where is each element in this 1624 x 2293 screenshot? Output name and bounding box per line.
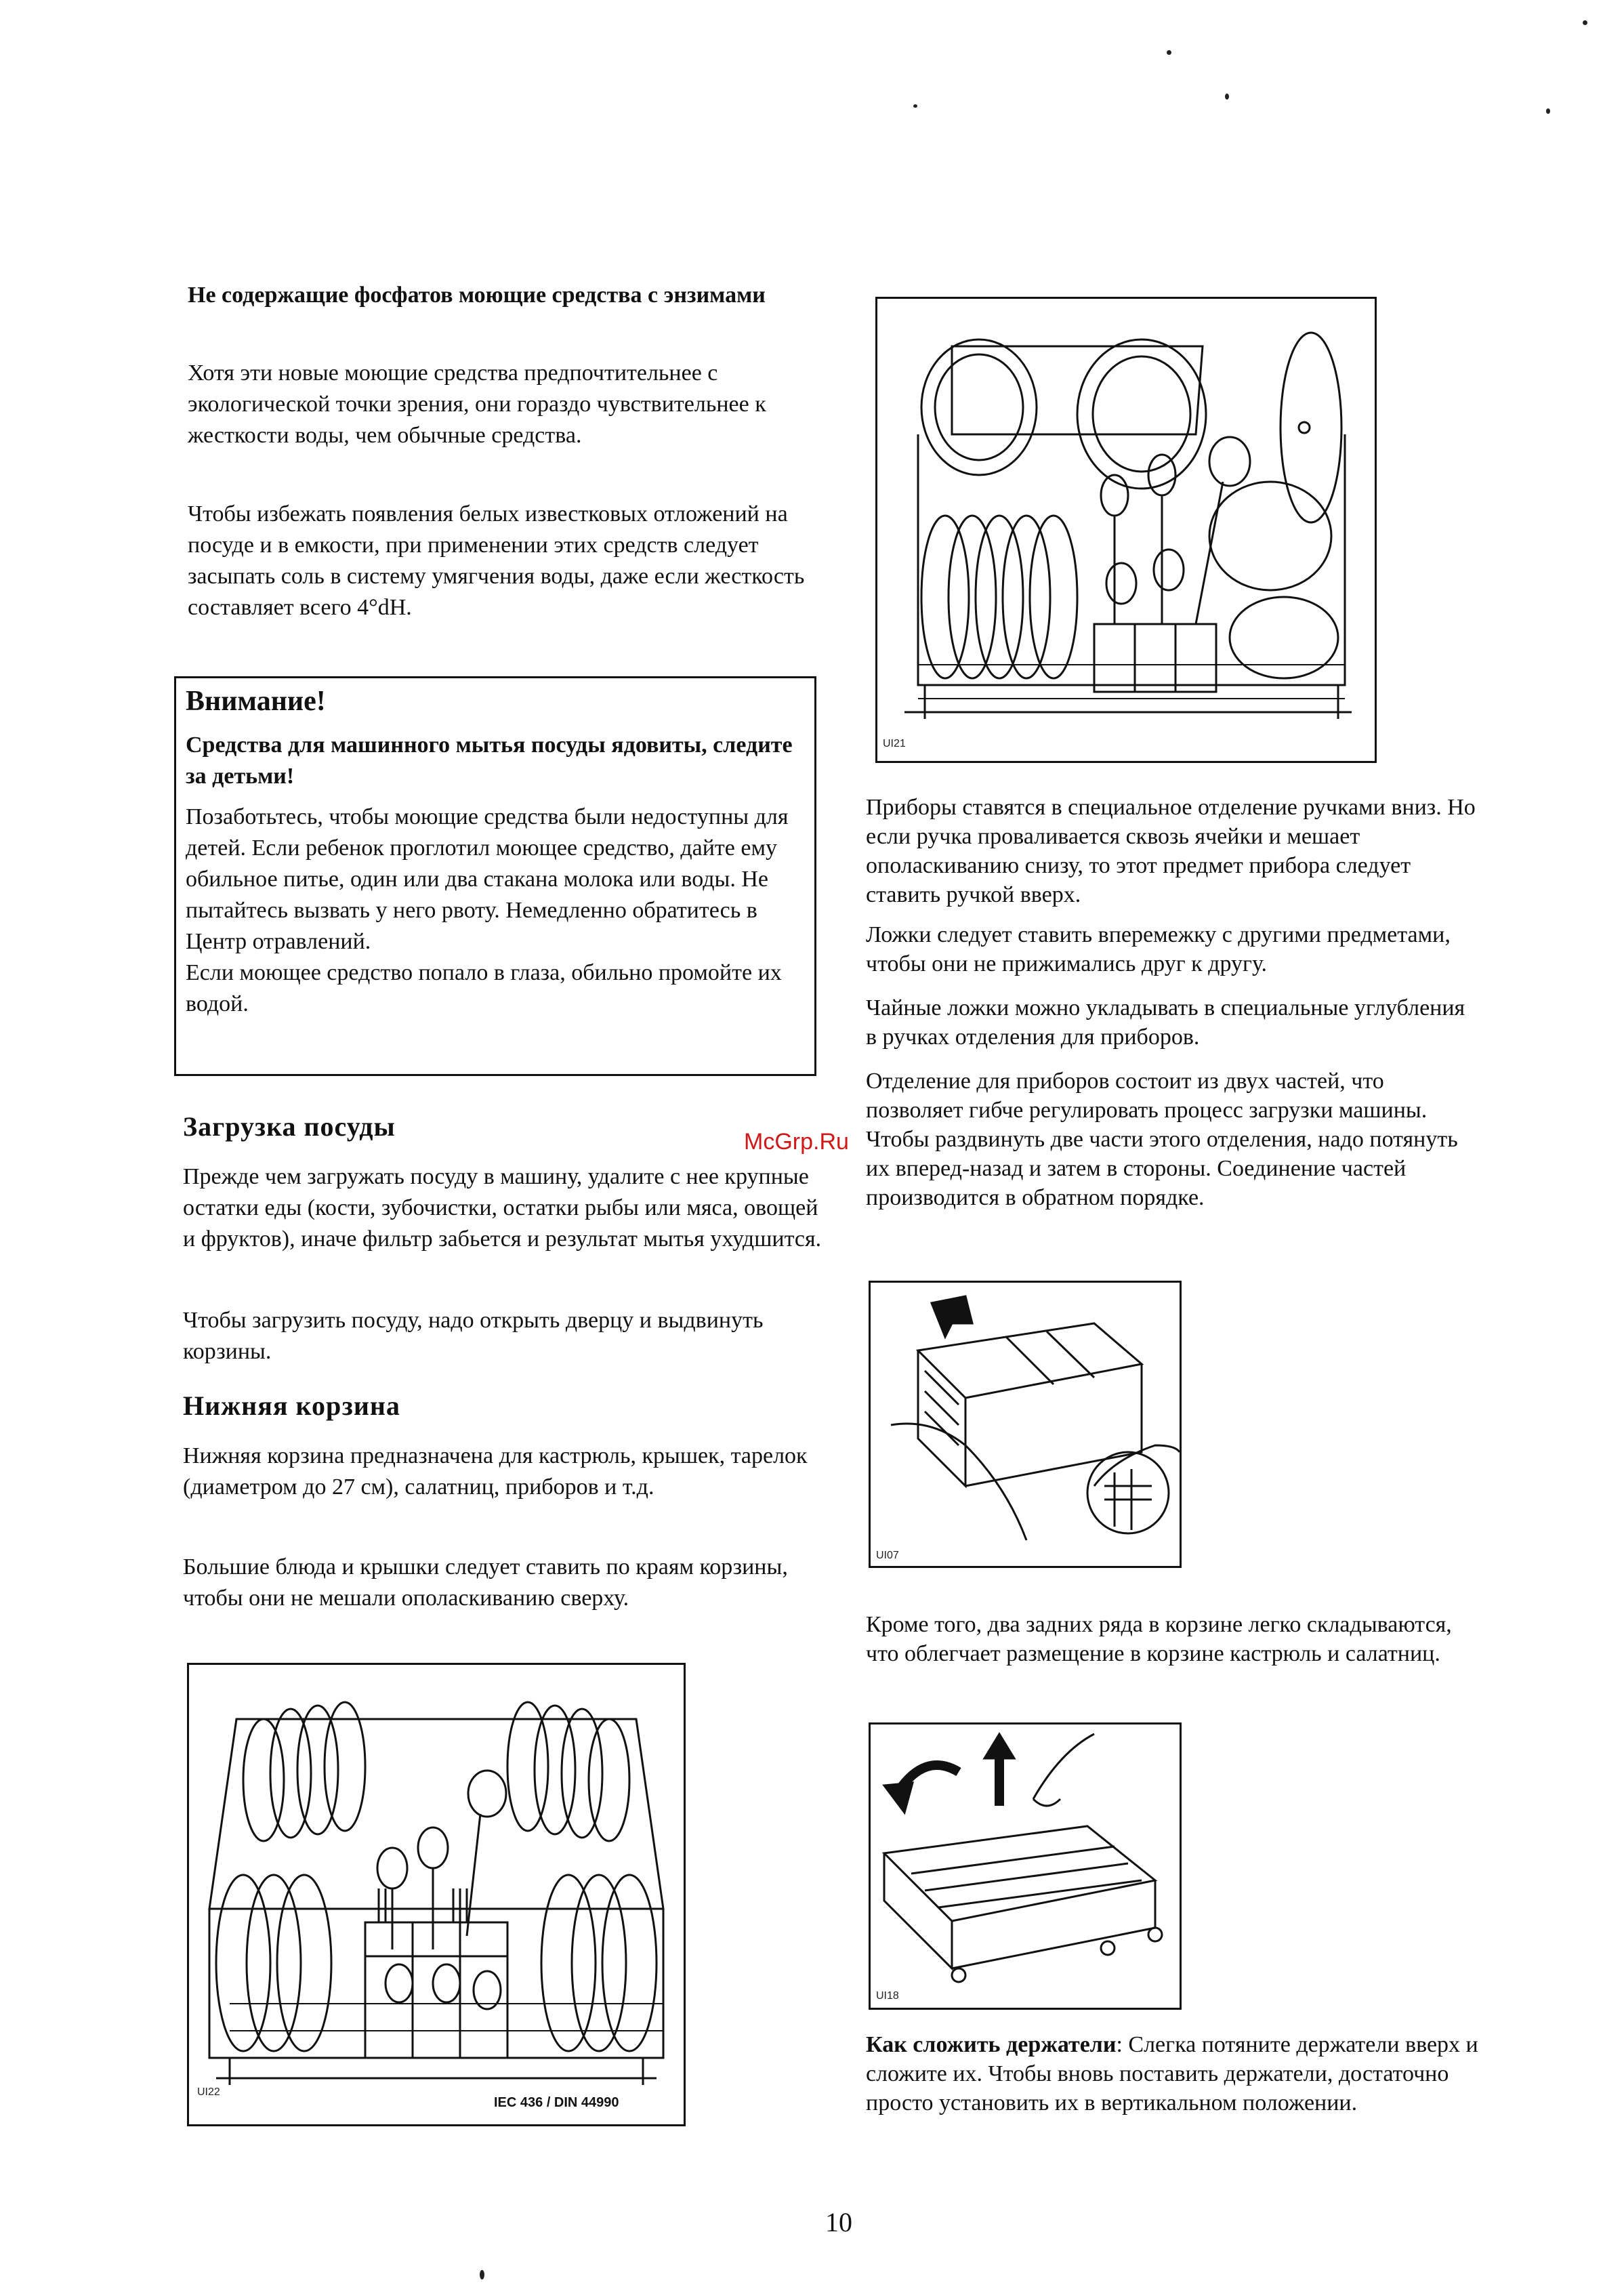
lower-basket-paragraph-2: Большие блюда и крышки следует ставить по краям корзины, чтобы они не мешали ополаскиванию сверху. — [183, 1554, 788, 1611]
detergent-paragraph-1: Хотя эти новые моющие средства предпочтительнее с экологической точки зрения, они гораздо чувствительнее к жесткости воды, чем обычные средства. — [188, 360, 766, 448]
cutlery-basket-figure — [869, 1281, 1182, 1568]
warning-box — [174, 676, 816, 1076]
detergent-paragraph-2: Чтобы избежать появления белых известковых отложений на посуде и в емкости, при применении этих средств следует засыпать соль в систему умягчения воды, даже если жесткость составляет всего 4°dH. — [188, 501, 805, 620]
warning-paragraph-1: Позаботьтесь, чтобы моющие средства были недоступны для детей. Если ребенок проглотил моющее средство, дайте ему обильное питье, один или два стакана молока или воды. Не пытайтесь вызвать у него рвоту. Немедленно обратитесь в Центр отравлений. — [186, 804, 789, 954]
watermark: McGrp.Ru — [744, 1129, 849, 1155]
lower-basket-paragraph-1: Нижняя корзина предназначена для кастрюль, крышек, тарелок (диаметром до 27 см), салатниц, приборов и т.д. — [183, 1443, 808, 1500]
warning-bold-text: Средства для машинного мытья посуды ядовиты, следите за детьми! — [186, 732, 793, 789]
lower-basket-heading: Нижняя корзина — [183, 1390, 400, 1421]
holders-label: Как сложить держатели — [866, 2032, 1117, 2057]
loading-paragraph-2: Чтобы загрузить посуду, надо открыть дверцу и выдвинуть корзины. — [183, 1308, 764, 1364]
lower-basket-illustration — [189, 1665, 684, 2124]
figure-code: UI22 — [197, 2086, 220, 2098]
figure-code: UI07 — [876, 1550, 899, 1561]
scan-speck — [913, 104, 917, 108]
scan-speck — [1546, 108, 1550, 114]
warning-paragraph-2: Если моющее средство попало в глаза, обильно промойте их водой. — [186, 960, 782, 1016]
detergent-heading: Не содержащие фосфатов моющие средства с энзимами — [188, 283, 766, 308]
cutlery-paragraph-2: Ложки следует ставить вперемежку с другими предметами, чтобы они не прижимались друг к другу. — [866, 922, 1451, 976]
scan-speck — [480, 2270, 484, 2279]
cutlery-paragraph-4: Отделение для приборов состоит из двух частей, что позволяет гибче регулировать процесс загрузки машины. Чтобы раздвинуть две части этого отделения, надо потянуть их вперед-назад и затем в стороны. Соединение частей производится в обратном порядке. — [866, 1069, 1458, 1210]
fold-paragraph: Кроме того, два задних ряда в корзине легко складываются, что облегчает размещение в корзине кастрюль и салатниц. — [866, 1612, 1452, 1666]
figure-code: UI18 — [876, 1990, 899, 2002]
loading-heading: Загрузка посуды — [183, 1111, 396, 1142]
upper-basket-illustration — [877, 299, 1375, 761]
folding-holders-illustration — [871, 1724, 1180, 2008]
page-number: 10 — [825, 2207, 852, 2237]
figure-code: UI21 — [883, 738, 906, 749]
cutlery-basket-illustration — [871, 1283, 1180, 1566]
warning-title: Внимание! — [186, 686, 326, 717]
figure-standard: IEC 436 / DIN 44990 — [494, 2095, 619, 2110]
scan-speck — [1583, 20, 1587, 25]
cutlery-paragraph-3: Чайные ложки можно укладывать в специальные углубления в ручках отделения для приборов. — [866, 995, 1465, 1050]
scan-speck — [1167, 50, 1171, 55]
upper-basket-figure — [875, 297, 1377, 763]
loading-paragraph-1: Прежде чем загружать посуду в машину, удалите с нее крупные остатки еды (кости, зубочистки, остатки рыбы или мяса, овощей и фруктов), иначе фильтр забьется и результат мытья ухудшится. — [183, 1164, 822, 1252]
cutlery-paragraph-1: Приборы ставятся в специальное отделение ручками вниз. Но если ручка проваливается сквозь ячейки и мешает ополаскиванию снизу, то этот предмет прибора следует ставить ручкой вверх. — [866, 795, 1476, 907]
folding-holders-figure — [869, 1722, 1182, 2010]
holders-text: : Слегка потяните держатели вверх и сложите их. Чтобы вновь поставить держатели, достаточно просто установить их в вертикальном положении. — [866, 2032, 1478, 2115]
scan-speck — [1225, 94, 1229, 100]
holders-paragraph — [866, 2030, 1496, 2118]
lower-basket-figure — [187, 1663, 686, 2126]
